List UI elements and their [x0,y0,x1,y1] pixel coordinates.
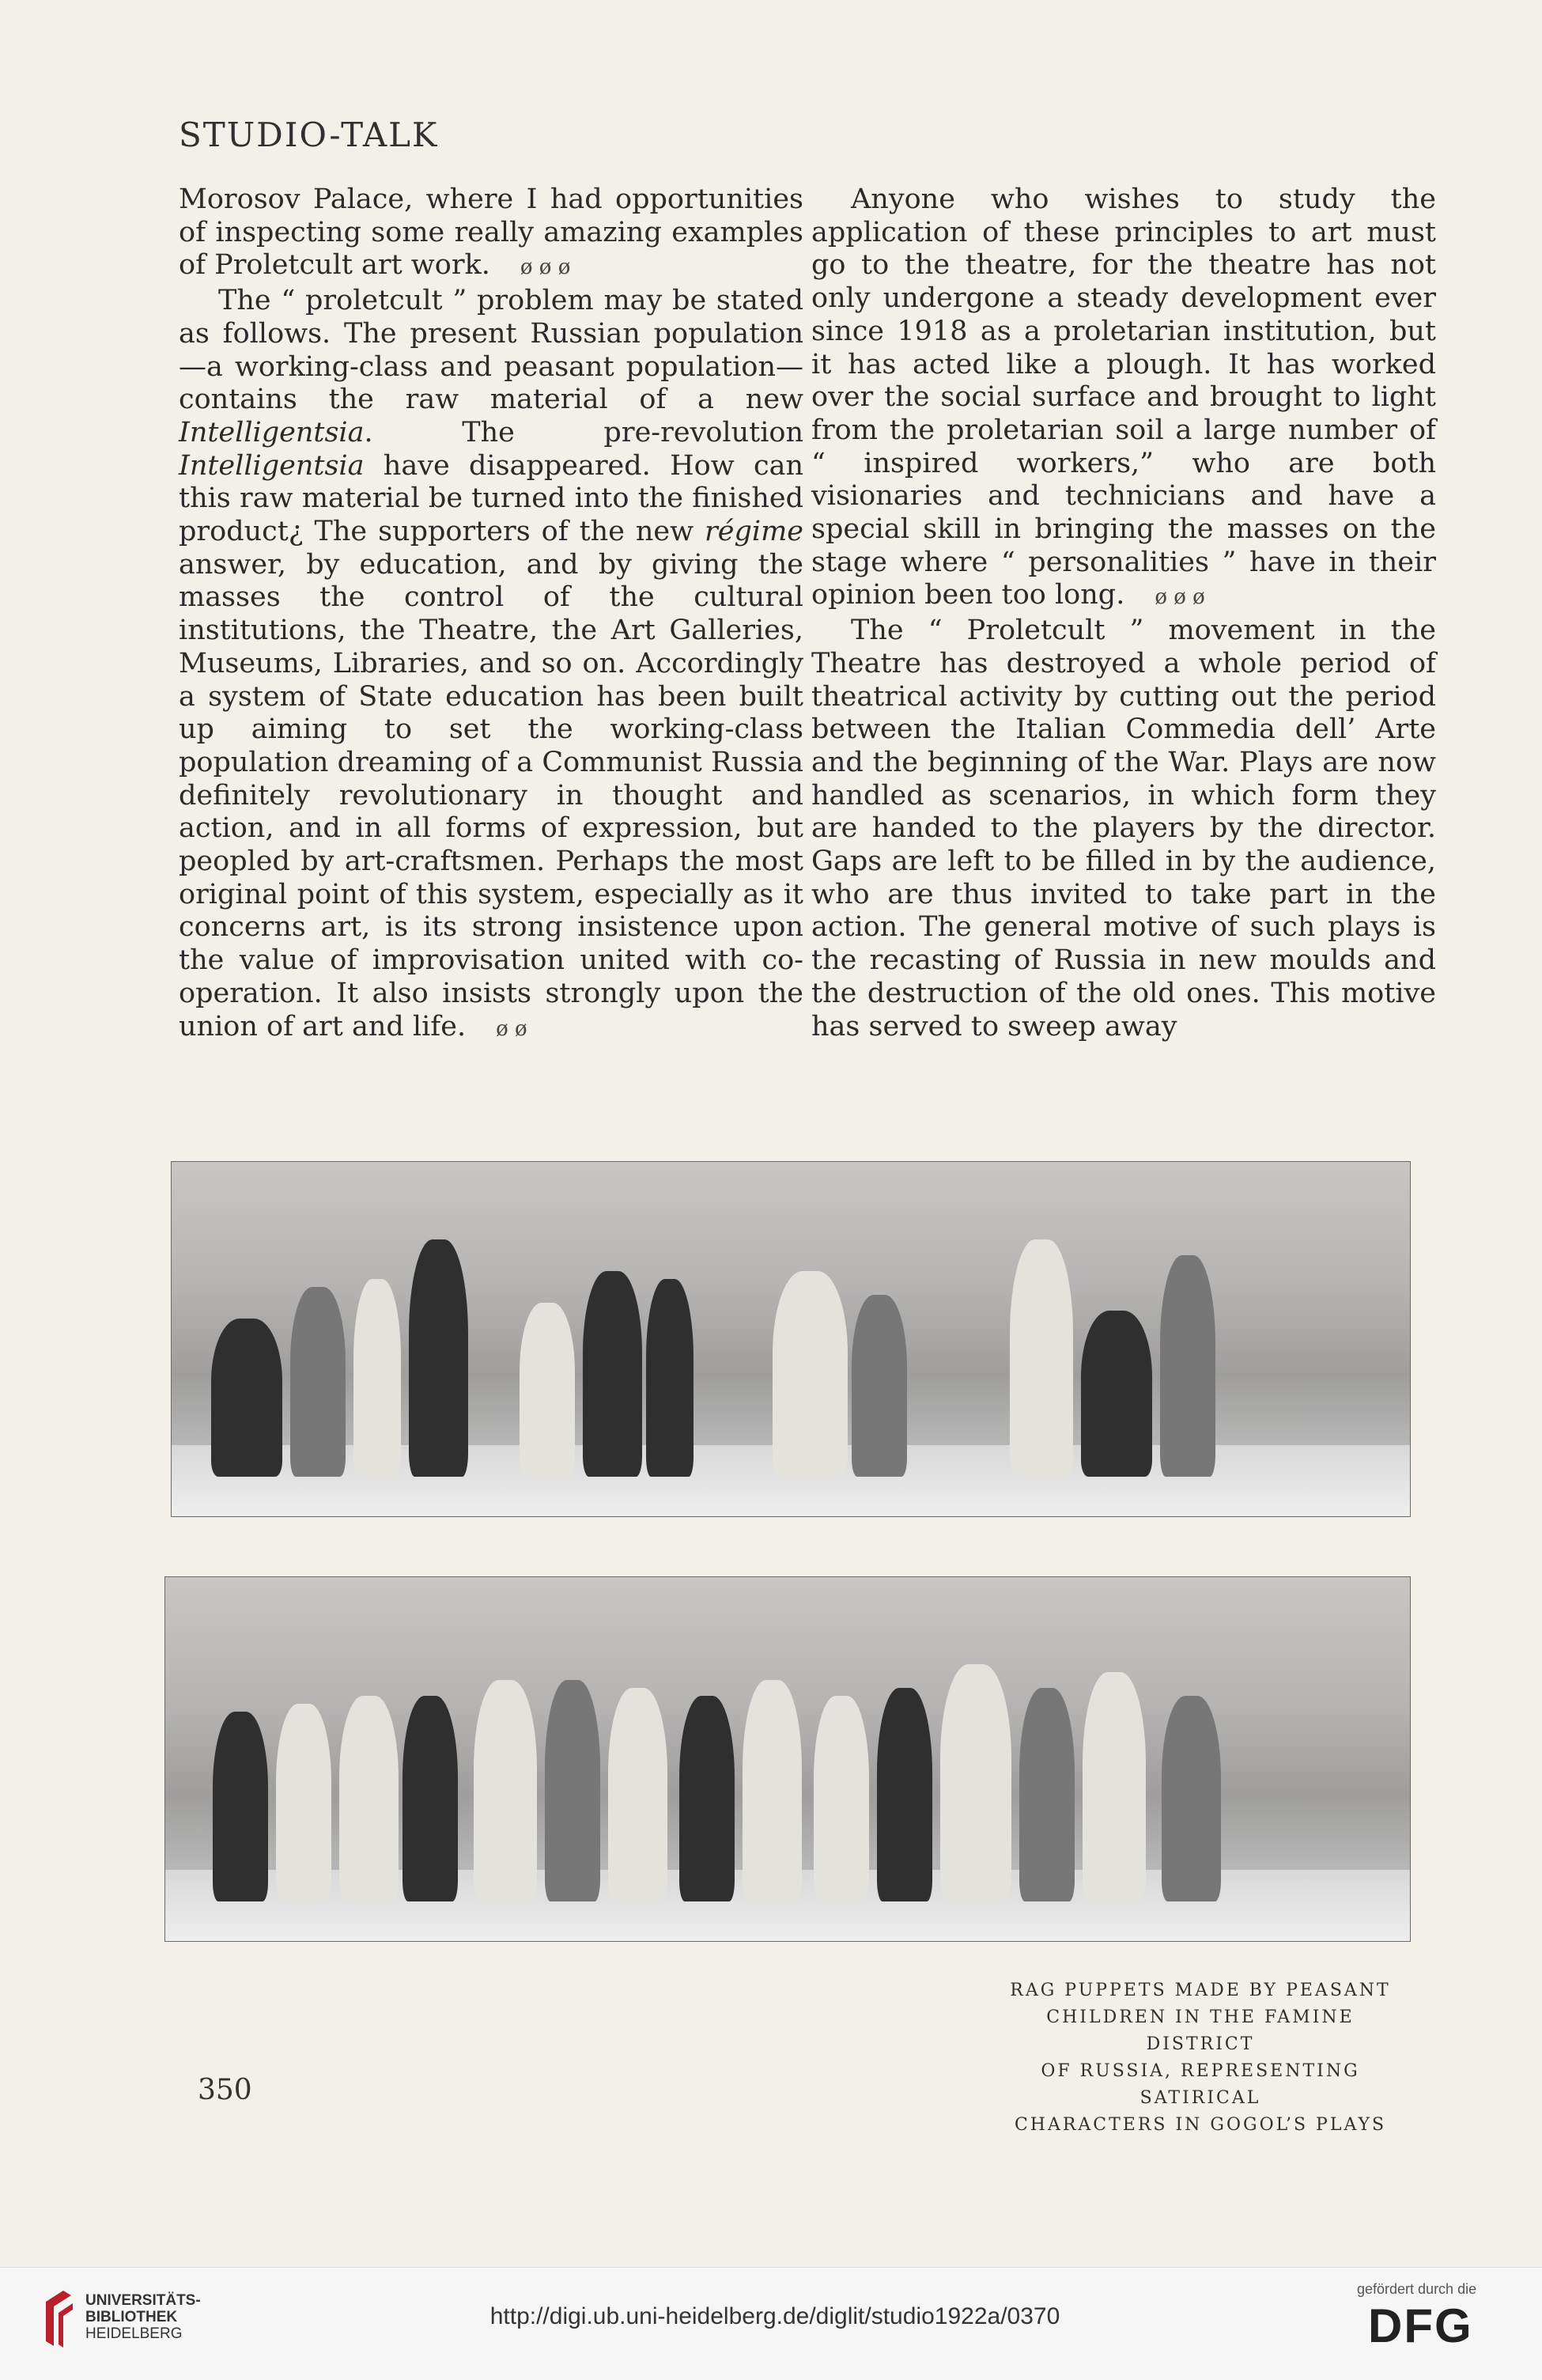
puppet-figure [877,1688,932,1901]
puppet-figure [1019,1688,1075,1901]
paragraph [811,184,1436,615]
italic-term: régime [705,516,803,548]
puppet-figure [608,1688,667,1901]
puppet-figure [1010,1239,1073,1477]
puppet-figure [520,1303,575,1477]
paragraph [811,615,1436,1043]
puppet-figure [353,1279,401,1477]
puppets-photograph-bottom [164,1576,1411,1942]
sponsor-label: gefördert durch die [1357,2281,1477,2297]
puppet-figure [646,1279,694,1477]
puppet-figure [1160,1255,1215,1477]
left-column [179,184,803,1046]
source-url-link[interactable]: http://digi.ub.uni-heidelberg.de/diglit/studio1922a/0370 [489,2303,1060,2329]
paragraph-text: The “ Proletcult ” movement in the Theatre has destroyed a whole period of theatrical activity by cutting out the period between the Italian Commedia dell’ Arte and the beginning of the War. Plays are now handled as scenarios, in which form they are handed to the players by the director. Gaps are left to be filled in by the audience, who are thus invited to take part in the action. The general motive of such plays is the recasting of Russia in new moulds and the destruction of the old ones. This motive has served to sweep away [811,615,1436,1042]
puppet-figure [211,1319,282,1477]
paragraph-text: . The pre-revolution [364,416,803,448]
puppet-figure [409,1239,468,1477]
puppet-figure [743,1680,802,1901]
paragraph-text: have disappeared. How can this raw material be turned into the finished product¿ The supporters of the new [179,449,803,548]
caption-line: RAG PUPPETS MADE BY PEASANT [1010,1981,1391,2000]
puppets-photograph-top [171,1161,1411,1517]
paragraph-text: The “ proletcult ” problem may be stated as follows. The present Russian population—a working-class and peasant population—contains the raw material of a new [179,285,803,416]
ornament-icon: ø ø [496,1016,527,1041]
paragraph-text: Anyone who wishes to study the application of these principles to art must go to the theatre, for the theatre has not only undergone a steady development ever since 1918 as a proletarian institution, but it has acted like a plough. It has worked over the social surface and brought to light from the proletarian soil a large number of “ inspired workers,” who are both visionaries and technicians and have a special skill in bringing the masses on the stage where “ personalities ” have in their opinion been too long. [811,184,1436,611]
puppet-figure [276,1704,331,1901]
puppet-figure [773,1271,848,1477]
puppet-figure [814,1696,869,1901]
ornament-icon: ø ø ø [1155,585,1205,610]
caption-line: CHILDREN IN THE FAMINE DISTRICT [1046,2007,1355,2054]
puppet-figure [1162,1696,1221,1901]
library-logo-text [85,2292,201,2342]
paragraph [179,184,803,285]
puppet-figure [940,1664,1011,1901]
caption-line: OF RUSSIA, REPRESENTING SATIRICAL [1041,2061,1360,2108]
logo-line: BIBLIOTHEK [85,2309,178,2325]
puppet-figure [1081,1311,1152,1477]
puppet-figure [852,1295,907,1477]
figure-caption [1003,1977,1398,2139]
italic-term: Intelligentsia [179,416,365,448]
logo-line: HEIDELBERG [85,2325,183,2342]
puppet-figure [339,1696,399,1901]
puppet-figure [290,1287,346,1477]
library-logo-icon [40,2286,77,2349]
page-number: 350 [198,2074,252,2106]
caption-line: CHARACTERS IN GOGOL’S PLAYS [1014,2115,1387,2135]
logo-line: UNIVERSITÄTS- [85,2292,201,2309]
right-column [811,184,1436,1043]
paragraph [179,285,803,1046]
running-header: STUDIO-TALK [179,115,439,154]
puppet-figure [679,1696,735,1901]
puppet-figure [545,1680,600,1901]
puppet-figure [1083,1672,1146,1901]
ornament-icon: ø ø ø [520,255,571,280]
paragraph-text: Morosov Palace, where I had opportunities of inspecting some really amazing examples of Proletcult art work. [179,184,803,282]
paragraph-text: answer, by education, and by giving the masses the control of the cultural institutions, the Theatre, the Art Galleries, Museums, Libraries, and so on. Accordingly a system of State education has been built up aiming to set the working-class population dreaming of a Communist Russia definitely revolutionary in thought and action, and in all forms of expression, but peopled by art-craftsmen. Perhaps the most original point of this system, especially as it concerns art, is its strong insistence upon the value of improvisation united with co-operation. It also insists strongly upon the union of art and life. [179,548,803,1042]
puppet-figure [213,1712,268,1901]
puppet-figure [583,1271,642,1477]
italic-term: Intelligentsia [179,449,365,482]
puppet-figure [403,1696,458,1901]
puppet-figure [474,1680,537,1901]
dfg-logo: DFG [1368,2299,1473,2352]
